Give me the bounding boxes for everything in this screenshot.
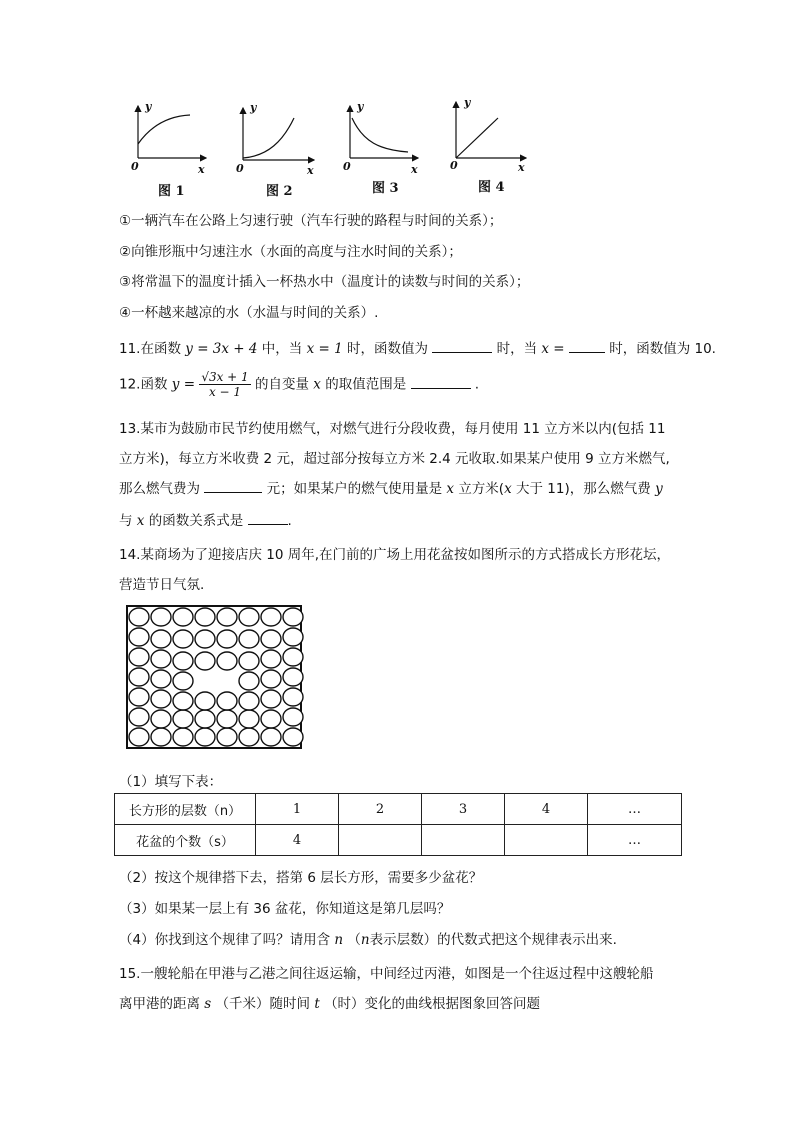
q13-line-1: 13.某市为鼓励市民节约使用燃气，对燃气进行分段收费，每月使用 11 立方米以内(包括 11 — [119, 421, 666, 437]
flower-pot — [195, 630, 215, 648]
q14-sub4-text-c: （ — [347, 932, 361, 948]
flower-pot — [195, 608, 215, 626]
flower-pot — [261, 608, 281, 626]
flower-pot — [129, 608, 149, 626]
flower-pot — [283, 688, 303, 706]
graph-4-x-label: x — [518, 161, 525, 174]
flower-pot — [261, 710, 281, 728]
question-11 — [119, 337, 716, 357]
flower-pot — [129, 648, 149, 666]
table-cell: 3 — [422, 794, 505, 825]
q14-sub4-text-a: （4）你找到这个规律了吗？请用含 — [119, 932, 331, 948]
q11-text-4: 时，当 — [496, 341, 538, 357]
flower-pot — [129, 728, 149, 746]
q11-text-1: 11.在函数 — [119, 341, 181, 357]
q11-answer-blank-2[interactable] — [569, 338, 605, 353]
table-header-layers: 长方形的层数（n） — [115, 794, 256, 825]
q13-line-3 — [119, 477, 663, 497]
curve-1 — [138, 115, 190, 144]
q13-text-g: 与 — [119, 513, 133, 529]
q12-variable: x — [313, 376, 321, 393]
q15-text-c: （千米）随时间 — [215, 996, 311, 1012]
q11-text-5: 时，函数值为 10. — [609, 341, 716, 357]
flower-pot — [283, 668, 303, 686]
flower-pot — [261, 670, 281, 688]
q11-answer-blank-1[interactable] — [432, 338, 492, 353]
table-cell: 4 — [505, 794, 588, 825]
curve-4 — [456, 118, 498, 158]
flower-pot — [217, 652, 237, 670]
flower-pot — [173, 710, 193, 728]
q14-sub4-var-n1: n — [334, 932, 344, 948]
flower-pot — [129, 688, 149, 706]
table-cell: … — [588, 794, 682, 825]
flower-pot — [195, 710, 215, 728]
flower-pot — [173, 672, 193, 690]
flower-pot — [261, 650, 281, 668]
scenario-2: ②向锥形瓶中匀速注水（水面的高度与注水时间的关系）； — [119, 244, 462, 260]
flower-pot — [151, 630, 171, 648]
flower-pot — [239, 608, 259, 626]
flower-pot — [129, 708, 149, 726]
flower-pot — [195, 652, 215, 670]
q13-answer-blank-2[interactable] — [248, 510, 288, 525]
q13-line-4 — [119, 509, 292, 529]
graph-1-y-label: y — [145, 100, 152, 113]
graph-2 — [243, 108, 314, 160]
q15-line-1: 15.一艘轮船在甲港与乙港之间往返运输，中间经过丙港，如图是一个往返过程中这艘轮船 — [119, 966, 654, 982]
q15-text-e: （时）变化的曲线根据图象回答问题 — [324, 996, 541, 1012]
q15-var-t: t — [314, 996, 320, 1012]
q14-sub-3: （3）如果某一层上有 36 盆花，你知道这是第几层吗？ — [119, 901, 451, 917]
flower-pot — [239, 710, 259, 728]
table-cell: 2 — [339, 794, 422, 825]
flower-pot — [195, 692, 215, 710]
q14-line-2: 营造节日气氛. — [119, 577, 205, 593]
figure-1-label: 图 1 — [158, 184, 185, 199]
figure-4-label: 图 4 — [478, 180, 505, 195]
q12-answer-blank[interactable] — [411, 374, 471, 389]
table-cell-blank[interactable] — [339, 825, 422, 856]
q15-var-s: s — [204, 996, 212, 1012]
scenario-4: ④一杯越来越凉的水（水温与时间的关系）. — [119, 305, 379, 321]
flower-pot — [217, 710, 237, 728]
graph-2-origin: 0 — [236, 162, 244, 175]
scenario-3: ③将常温下的温度计插入一杯热水中（温度计的读数与时间的关系）； — [119, 274, 530, 290]
graph-2-y-label: y — [250, 101, 257, 114]
graph-4-origin: 0 — [450, 159, 458, 172]
flower-pot — [173, 728, 193, 746]
graph-4 — [456, 102, 526, 158]
q13-text-i: . — [287, 513, 292, 529]
q11-condition-2: x = — [541, 341, 565, 357]
flower-pot — [239, 692, 259, 710]
graph-3-x-label: x — [411, 163, 418, 176]
table-cell: 1 — [256, 794, 339, 825]
flower-pot — [239, 652, 259, 670]
q13-var-x2: x — [504, 481, 512, 497]
q13-text-a: 那么燃气费为 — [119, 481, 200, 497]
q14-sub4-var-n2: n — [360, 932, 370, 948]
flower-pot — [195, 728, 215, 746]
flower-pot — [151, 650, 171, 668]
scenario-1: ①一辆汽车在公路上匀速行驶（汽车行驶的路程与时间的关系）； — [119, 213, 503, 229]
flower-pot — [217, 630, 237, 648]
flower-pot — [151, 608, 171, 626]
flower-pot — [151, 690, 171, 708]
flower-pot — [129, 628, 149, 646]
curve-2 — [243, 118, 294, 158]
figure-3-label: 图 3 — [372, 181, 399, 196]
flower-pot — [239, 630, 259, 648]
flower-pot — [261, 690, 281, 708]
q13-var-y: y — [655, 481, 663, 497]
graph-3-origin: 0 — [343, 160, 351, 173]
q13-text-f: 大于 11)，那么燃气费 — [516, 481, 651, 497]
q14-line-1: 14.某商场为了迎接店庆 10 周年,在门前的广场上用花盆按如图所示的方式搭成长方形花坛， — [119, 547, 671, 563]
q13-var-x3: x — [136, 513, 145, 529]
flower-pot — [151, 670, 171, 688]
flower-pot — [173, 652, 193, 670]
graph-4-y-label: y — [464, 96, 471, 109]
flower-pot — [151, 710, 171, 728]
q13-text-h: 的函数关系式是 — [148, 513, 244, 529]
q14-sub4-text-e: 表示层数）的代数式把这个规律表示出来. — [369, 932, 617, 948]
flower-pot — [129, 668, 149, 686]
q15-line-2 — [119, 992, 540, 1012]
q13-answer-blank-1[interactable] — [204, 478, 262, 493]
flower-pot — [217, 608, 237, 626]
figure-2-label: 图 2 — [266, 184, 293, 199]
q13-var-x1: x — [446, 481, 455, 497]
q12-numerator: √3x + 1 — [201, 370, 249, 384]
q12-text-4: . — [474, 376, 480, 393]
q12-lhs: y = — [171, 376, 196, 393]
q11-text-2: 中，当 — [261, 341, 303, 357]
table-cell: … — [588, 825, 682, 856]
curve-3 — [352, 118, 408, 152]
q12-text-2: 的自变量 — [254, 376, 309, 393]
graph-3 — [350, 106, 418, 158]
q12-text-3: 的取值范围是 — [325, 376, 407, 393]
flower-pot — [283, 628, 303, 646]
q13-text-d: 立方米( — [458, 481, 505, 497]
graph-3-y-label: y — [357, 100, 364, 113]
table-row — [115, 825, 682, 856]
q15-text-a: 离甲港的距离 — [119, 996, 200, 1012]
q11-formula: y = 3x + 4 — [185, 341, 258, 357]
table-cell: 4 — [256, 825, 339, 856]
q14-sub-1: （1）填写下表： — [119, 774, 223, 790]
graph-1 — [138, 106, 206, 158]
flower-pot — [283, 728, 303, 746]
flower-pot — [173, 630, 193, 648]
q14-sub-4 — [119, 928, 617, 948]
graph-1-origin: 0 — [131, 160, 139, 173]
table-cell-blank[interactable] — [422, 825, 505, 856]
flower-pot — [173, 608, 193, 626]
flower-pot-figure — [124, 604, 304, 750]
graph-2-x-label: x — [307, 164, 314, 177]
table-header-pots: 花盆的个数（s） — [115, 825, 256, 856]
q11-condition: x = 1 — [306, 341, 343, 357]
flower-pot — [261, 728, 281, 746]
flower-pot — [239, 728, 259, 746]
table-cell-blank[interactable] — [505, 825, 588, 856]
flower-pot — [151, 728, 171, 746]
flower-pot — [239, 672, 259, 690]
q13-text-b: 元；如果某户的燃气使用量是 — [266, 481, 443, 497]
q12-fraction — [199, 370, 250, 399]
flower-pot — [217, 728, 237, 746]
q11-text-3: 时，函数值为 — [347, 341, 428, 357]
layer-count-table — [114, 793, 682, 856]
q13-line-2: 立方米)，每立方米收费 2 元，超过部分按每立方米 2.4 元收取.如果某户使用 9 立方米燃气, — [119, 451, 670, 467]
flower-pot — [283, 648, 303, 666]
flower-pot — [283, 708, 303, 726]
question-12 — [119, 370, 479, 399]
flower-pot — [283, 608, 303, 626]
flower-pot — [217, 692, 237, 710]
q12-denominator: x − 1 — [208, 385, 242, 399]
flower-pot — [173, 692, 193, 710]
flower-pot — [261, 630, 281, 648]
graph-1-x-label: x — [198, 163, 205, 176]
q14-sub-2: （2）按这个规律搭下去，搭第 6 层长方形，需要多少盆花？ — [119, 870, 483, 886]
table-row — [115, 794, 682, 825]
q12-text-1: 12.函数 — [119, 376, 168, 393]
